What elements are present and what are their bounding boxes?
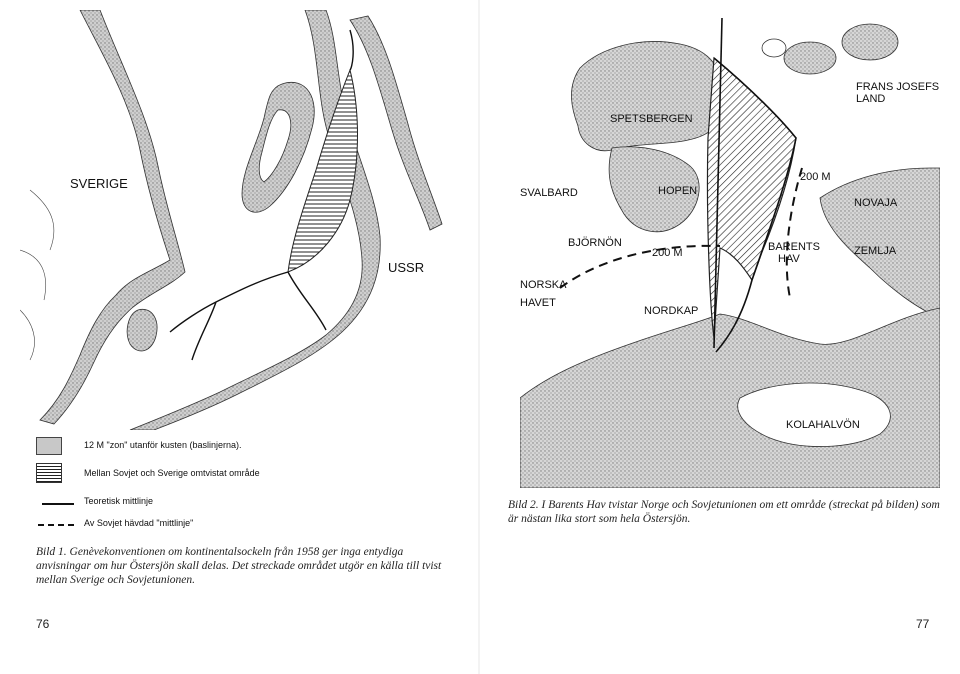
label-barents: BARENTS [768,241,820,253]
frans-josefs-island-2 [842,24,898,60]
right-page [480,0,960,674]
label-200m-mid: 200 M [652,247,683,259]
label-ussr: USSR [388,260,425,275]
novaja-zemlja-land [820,168,940,318]
label-200m-top: 200 M [800,171,831,183]
label-spetsbergen: SPETSBERGEN [610,113,693,125]
label-hopen: HOPEN [658,185,698,197]
legend-line-theoretical [42,503,74,505]
legend-text-theoretical: Teoretisk mittlinje [84,496,154,506]
baltic-sea-map [20,10,460,430]
caption-bild-2: Bild 2. I Barents Hav tvistar Norge och Sovjetunionen om ett område (streckat på bilden) som är nästan lika stort som hela Östersjön. [508,499,940,525]
arc-200m-west [560,246,720,288]
label-land: LAND [856,93,886,105]
page-number-left: 76 [36,617,50,631]
label-novaja: NOVAJA [854,197,898,209]
oland-zone [127,309,157,351]
page-number-right: 77 [916,617,930,631]
frans-josefs-island-3 [762,39,786,57]
label-bjornon: BJÖRNÖN [568,237,622,249]
arc-200m-east [787,168,802,298]
label-hav: HAV [778,253,800,265]
label-zemlja: ZEMLJA [854,245,897,257]
swedish-coast-zone [40,10,185,424]
spetsbergen-land [571,41,723,150]
label-havet: HAVET [520,297,556,309]
frans-josefs-island-1 [784,42,836,74]
legend-swatch-disputed [36,463,62,483]
legend-line-soviet-claim [38,524,74,526]
legend-text-coast-zone: 12 M "zon" utanför kusten (baslinjerna). [84,440,242,450]
label-kolahalvon: KOLAHALVÖN [786,419,860,431]
legend-swatch-coast-zone [36,437,62,455]
label-nordkap: NORDKAP [644,305,699,317]
caption-bild-1: Bild 1. Genèvekonventionen om kontinentalsockeln från 1958 ger inga entydiga anvisningar om hur Östersjön skall delas. Det streckade området utgör en källa till tvist mellan Sverige och Sovjetunionen. [36,546,442,586]
label-sverige: SVERIGE [70,176,128,191]
label-frans-josefs: FRANS JOSEFS [856,81,940,93]
land-contours [20,190,54,360]
label-svalbard: SVALBARD [520,187,578,199]
legend-text-soviet-claim: Av Sovjet hävdad "mittlinje" [84,518,194,528]
barents-sea-map [520,18,940,488]
label-norska: NORSKA [520,279,567,291]
legend-text-disputed: Mellan Sovjet och Sverige omtvistat område [84,468,260,478]
